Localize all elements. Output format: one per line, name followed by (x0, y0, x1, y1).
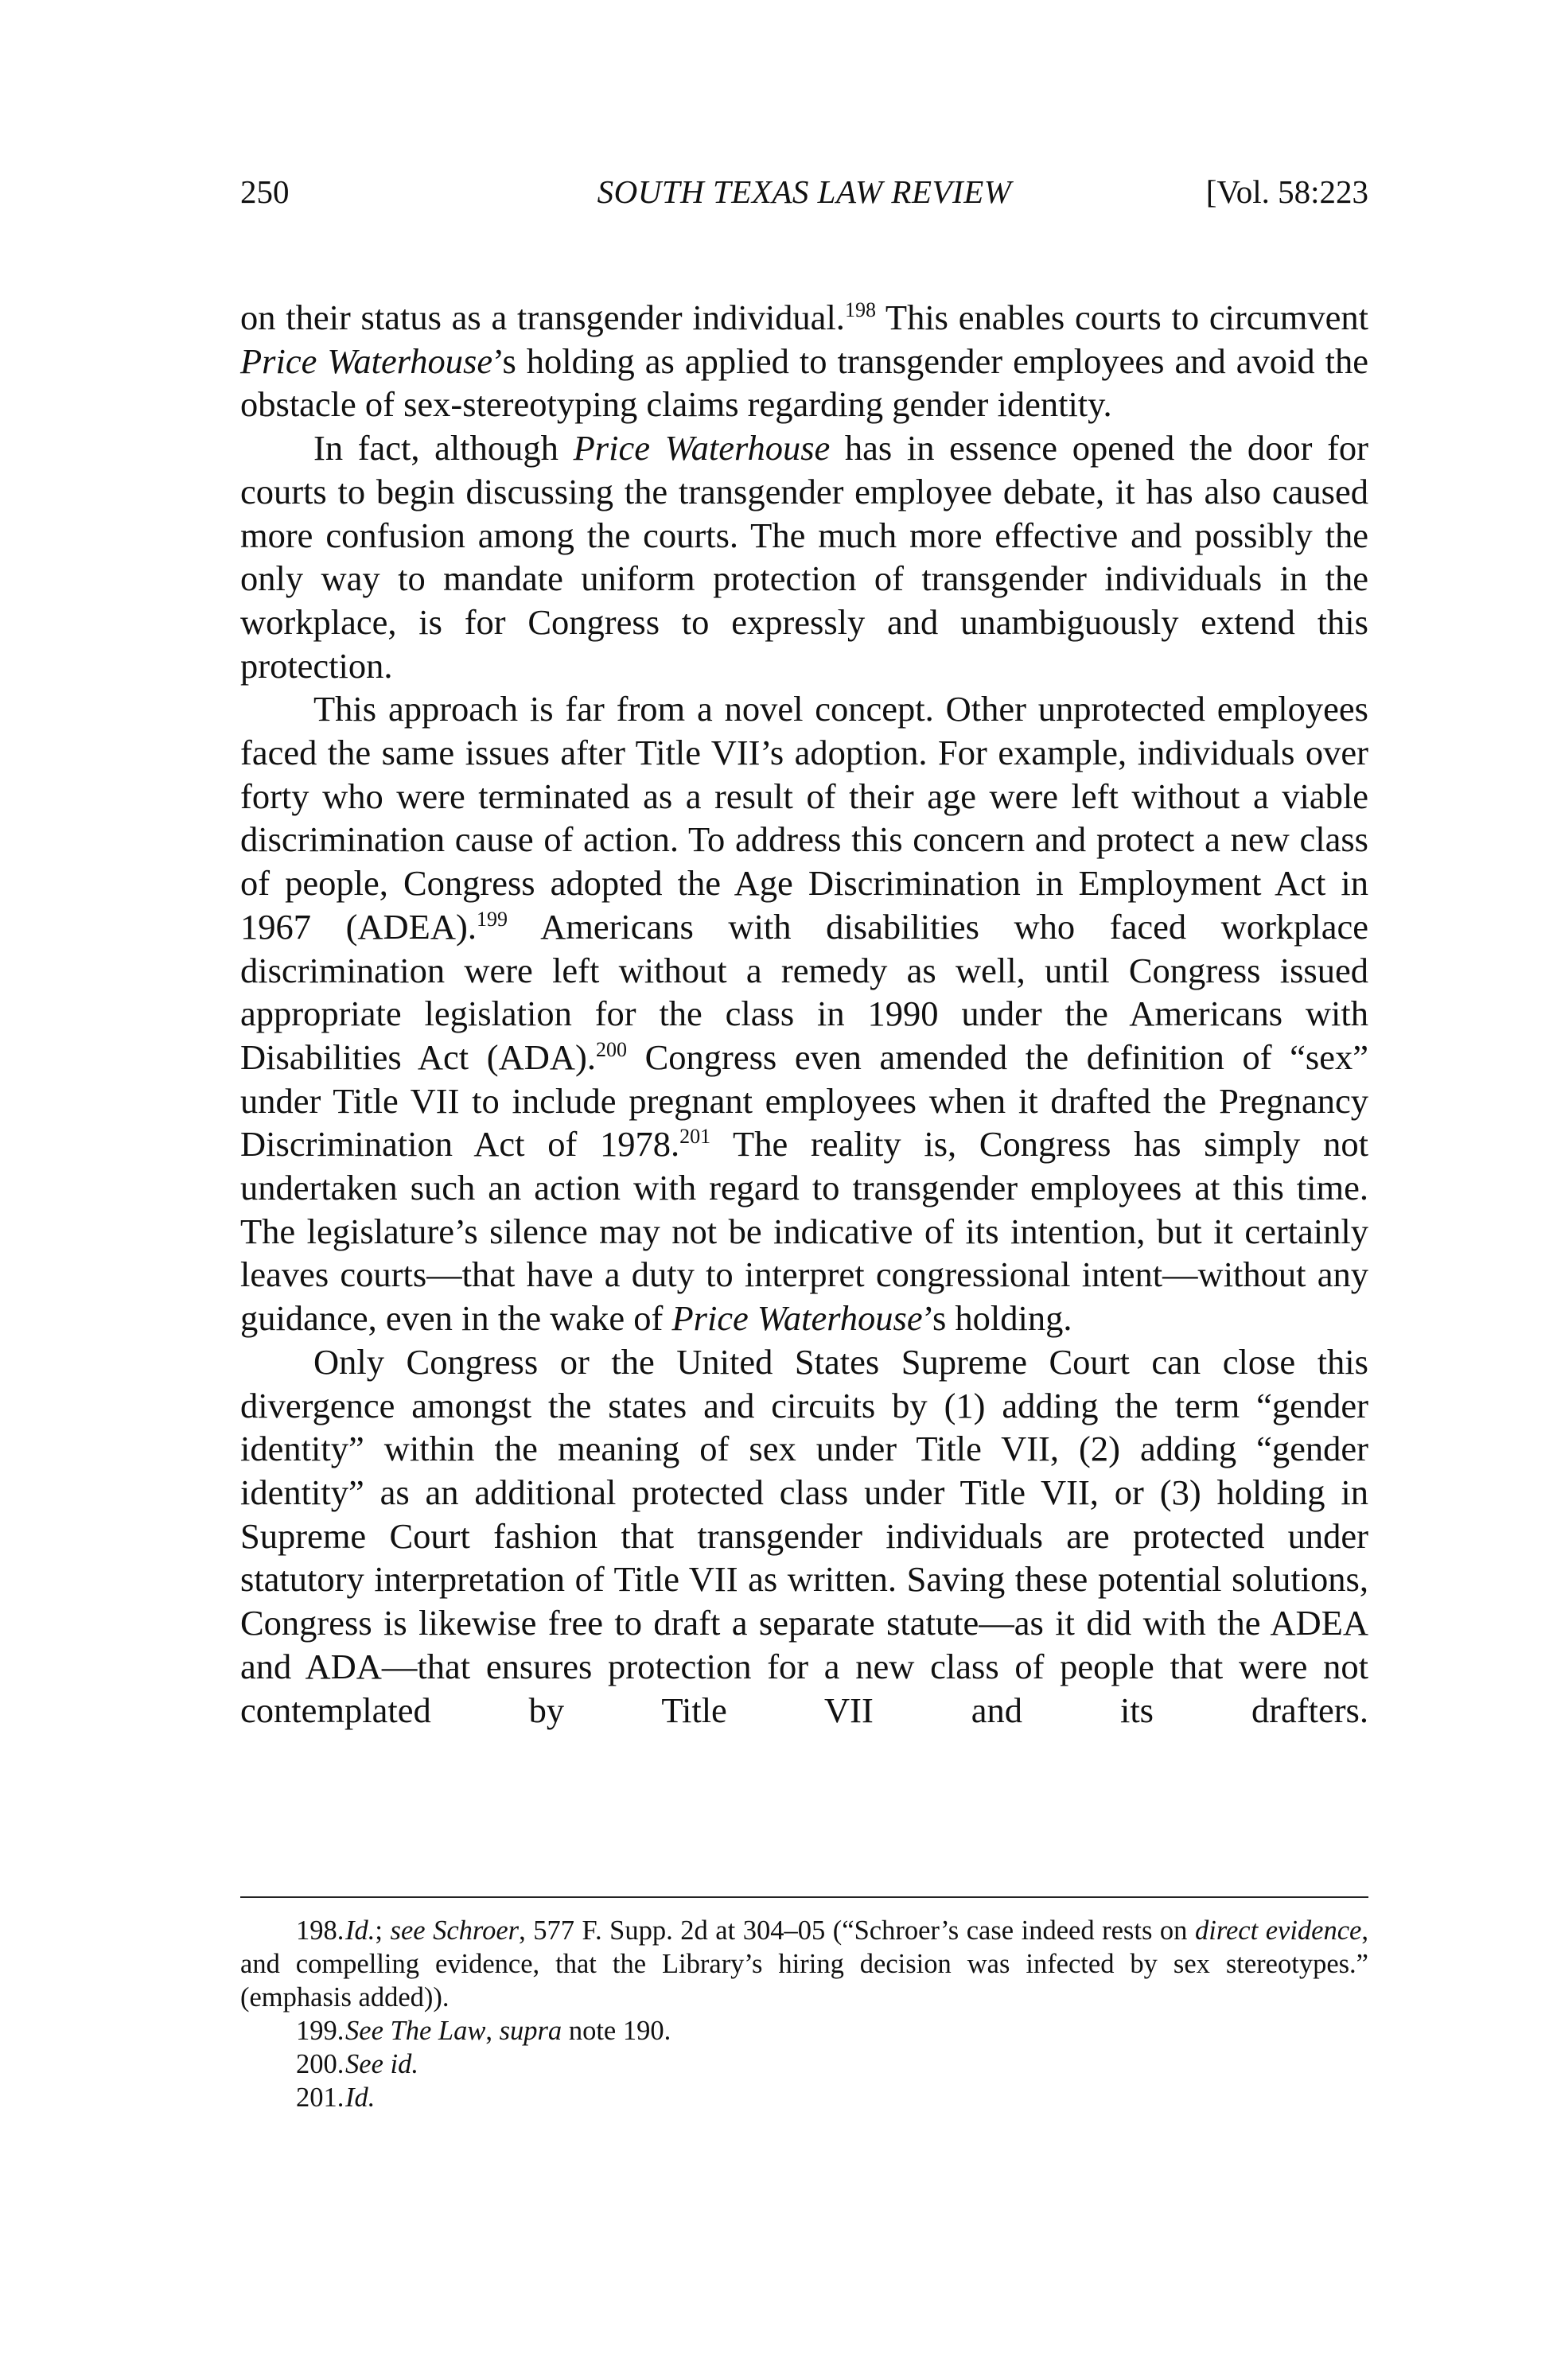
footnote-201: 201.Id. (296, 2082, 376, 2113)
footnote-ref-199[interactable]: 199 (476, 907, 508, 931)
footnote-number: 199. (296, 2016, 344, 2046)
paragraph-2: In fact, although Price Waterhouse has in essence opened the door for courts to begin discussing the transgender employee debate, it has also caused more confusion among the courts. The much more effective and possibly the only way to mandate uniform protection of transgender individuals in the workplace, is for Congress to expressly and unambiguously extend this protection. (240, 428, 1368, 686)
paragraph-3: This approach is far from a novel concept. Other unprotected employees faced the same issues after Title VII’s adoption. For example, individuals over forty who were terminated as a result of their age were left without a viable discrimination cause of action. To address this concern and protect a new class of people, Congress adopted the Age Discrimination in Employment Act in 1967 (ADEA).$^{199}$ Americans with disabilities who faced workplace discrimination were left without a remedy as well, until Congress issued appropriate legislation for the class in 1990 under the Americans with Disabilities Act (ADA).$^{200}$ Congress even amended the definition of “sex” under Title VII to include pregnant employees when it drafted the Pregnancy Discrimination Act of 1978.$^{201}$ The reality is, Congress has simply not undertaken such an action with regard to transgender employees at this time. The legislature’s silence may not be indicative of its intention, but it certainly leaves courts—that have a duty to interpret congressional intent—without any guidance, even in the wake of Price Waterhouse’s holding. (240, 689, 1369, 1339)
volume-citation: [Vol. 58:223 (1205, 173, 1368, 210)
case-name: Price Waterhouse (573, 428, 831, 469)
footnote-number: 201. (296, 2082, 344, 2113)
footnote-number: 198. (296, 1915, 344, 1946)
paragraph-4: Only Congress or the United States Supreme Court can close this divergence amongst the states and circuits by (1) adding the term “gender identity” within the meaning of sex under Title VII, (2) adding “gender identity” as an additional protected class under Title VII, or (3) holding in Supreme Court fashion that transgender individuals are protected under statutory interpretation of Title VII as written. Saving these potential solutions, Congress is likewise free to draft a separate statute—as it did with the ADEA and ADA—that ensures protection for a new class of people that were not contemplated by Title VII and its drafters. (240, 1341, 1368, 1730)
footnotes (240, 1914, 1368, 2114)
case-name: Price Waterhouse (671, 1298, 923, 1339)
footnote-ref-200[interactable]: 200 (595, 1037, 627, 1061)
body-text (240, 296, 1368, 1732)
footnote-number: 200. (296, 2049, 344, 2079)
footnote-198: 198.Id.; see Schroer, 577 F. Supp. 2d at 304–05 (“Schroer’s case indeed rests on direct evidence, and compelling evidence, that the Library’s hiring decision was infected by sex stereotypes.” (emphasis added)). (240, 1915, 1368, 2012)
journal-title: SOUTH TEXAS LAW REVIEW (597, 173, 1012, 210)
paragraph-1: on their status as a transgender individual.$^{198}$ This enables courts to circumvent Price Waterhouse’s holding as applied to transgender employees and avoid the obstacle of sex-stereotyping claims regarding gender identity. (240, 298, 1368, 425)
footnote-ref-201[interactable]: 201 (679, 1125, 711, 1149)
case-name: Price Waterhouse (240, 340, 493, 381)
footnote-199: 199.See The Law, supra note 190. (296, 2016, 671, 2046)
footnote-ref-198[interactable]: 198 (844, 298, 876, 321)
footnote-200: 200.See id. (296, 2049, 418, 2079)
footnote-divider (240, 1896, 1368, 1898)
page-number: 250 (240, 173, 290, 210)
running-header (240, 172, 1368, 212)
